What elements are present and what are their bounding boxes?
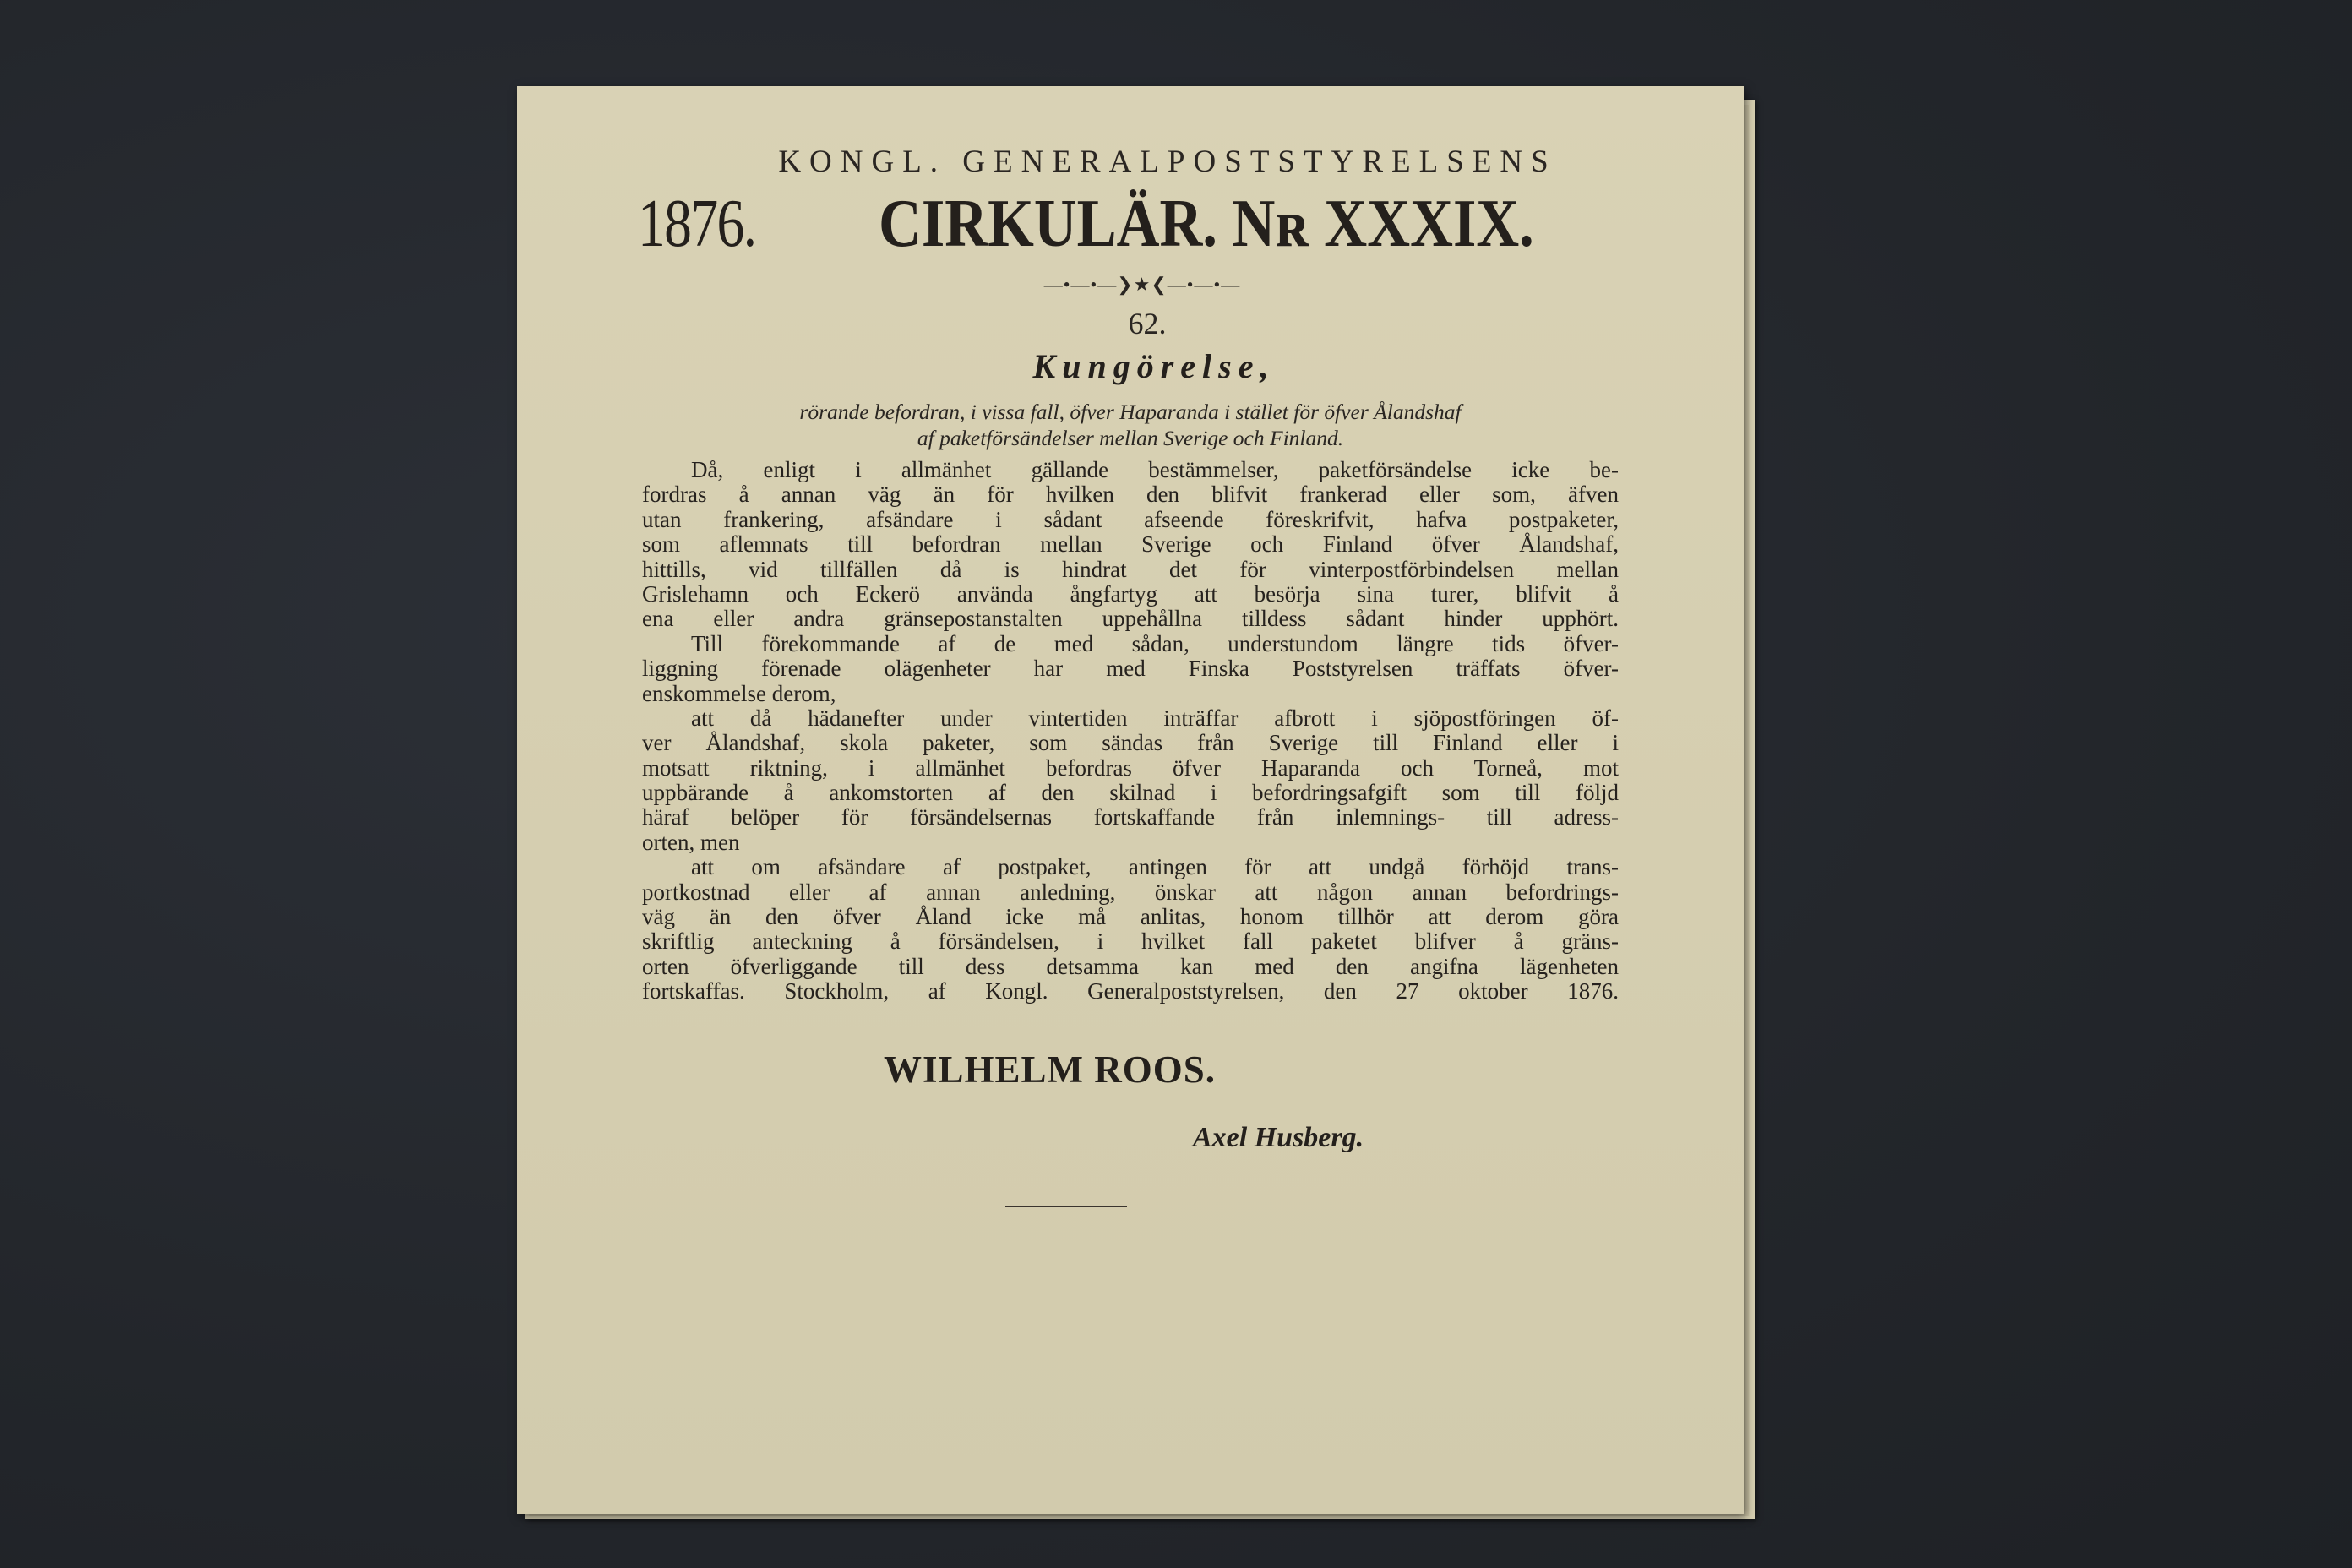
body-line: utan frankering, afsändare i sådant afseende föreskrifvit, hafva postpaketer, bbox=[642, 506, 1619, 532]
notice-subtitle bbox=[642, 399, 1619, 451]
signature-primary: WILHELM ROOS. bbox=[884, 1048, 1217, 1091]
body-line: häraf belöper för försändelsernas fortskaffande från inlemnings- till adress- bbox=[642, 804, 1619, 830]
body-line: att om afsändare af postpaket, antingen för att undgå förhöjd trans- bbox=[691, 854, 1619, 880]
circular-year: 1876. bbox=[638, 187, 756, 261]
subtitle-line: af paketförsändelser mellan Sverige och Finland. bbox=[917, 426, 1344, 450]
body-line: fordras å annan väg än för hvilken den blifvit frankerad eller som, äfven bbox=[642, 482, 1619, 508]
notice-heading: Kungörelse, bbox=[1032, 347, 1276, 385]
body-line: Grislehamn och Eckerö använda ångfartyg att besörja sina turer, blifvit å bbox=[642, 580, 1619, 607]
closing-rule bbox=[1005, 1206, 1127, 1207]
body-line: Till förekommande af de med sådan, understundom längre tids öfver- bbox=[691, 630, 1619, 656]
body-line: att då hädanefter under vintertiden inträffar afbrott i sjöpostföringen öf- bbox=[691, 705, 1619, 731]
subtitle-line: rörande befordran, i vissa fall, öfver Haparanda i stället för öfver Ålandshaf bbox=[799, 400, 1462, 424]
body-line: Då, enligt i allmänhet gällande bestämmelser, paketförsändelse icke be- bbox=[691, 457, 1619, 482]
body-line: väg än den öfver Åland icke må anlitas, honom tillhör att derom göra bbox=[642, 904, 1619, 930]
body-line: som aflemnats till befordran mellan Sverige och Finland öfver Ålandshaf, bbox=[642, 531, 1619, 558]
body-line: orten öfverliggande till dess detsamma kan med den angifna lägenheten bbox=[642, 953, 1619, 979]
body-line: fortskaffas. Stockholm, af Kongl. Generalpoststyrelsen, den 27 oktober 1876. bbox=[642, 978, 1619, 1004]
body-line: orten, men bbox=[642, 829, 740, 855]
body-line: motsatt riktning, i allmänhet befordras öfver Haparanda och Torneå, mot bbox=[642, 754, 1619, 781]
circular-title: CIRKULÄR. Nʀ XXXIX. bbox=[879, 187, 1534, 261]
notice-body bbox=[642, 458, 1619, 1004]
ornament-divider: —•—•—❯★❮—•—•— bbox=[1043, 274, 1241, 295]
document-page bbox=[517, 86, 1744, 1514]
notice-number: 62. bbox=[1128, 307, 1167, 340]
body-line: ver Ålandshaf, skola paketer, som sändas från Sverige till Finland eller i bbox=[642, 730, 1619, 756]
signature-secondary: Axel Husberg. bbox=[1193, 1122, 1364, 1153]
body-line: portkostnad eller af annan anledning, önskar att någon annan befordrings- bbox=[642, 879, 1619, 905]
body-line: uppbärande å ankomstorten af den skilnad i befordringsafgift som till följd bbox=[642, 780, 1619, 806]
body-line: skriftlig anteckning å försändelsen, i hvilket fall paketet blifver å gräns- bbox=[642, 928, 1619, 955]
authority-heading: KONGL. GENERALPOSTSTYRELSENS bbox=[778, 144, 1557, 179]
body-line: hittills, vid tillfällen då is hindrat det för vinterpostförbindelsen mellan bbox=[642, 556, 1619, 582]
body-line: ena eller andra gränsepostanstalten uppehållna tilldess sådant hinder upphört. bbox=[642, 606, 1619, 632]
body-line: liggning förenade olägenheter har med Finska Poststyrelsen träffats öfver- bbox=[642, 656, 1619, 682]
body-line: enskommelse derom, bbox=[642, 680, 836, 706]
